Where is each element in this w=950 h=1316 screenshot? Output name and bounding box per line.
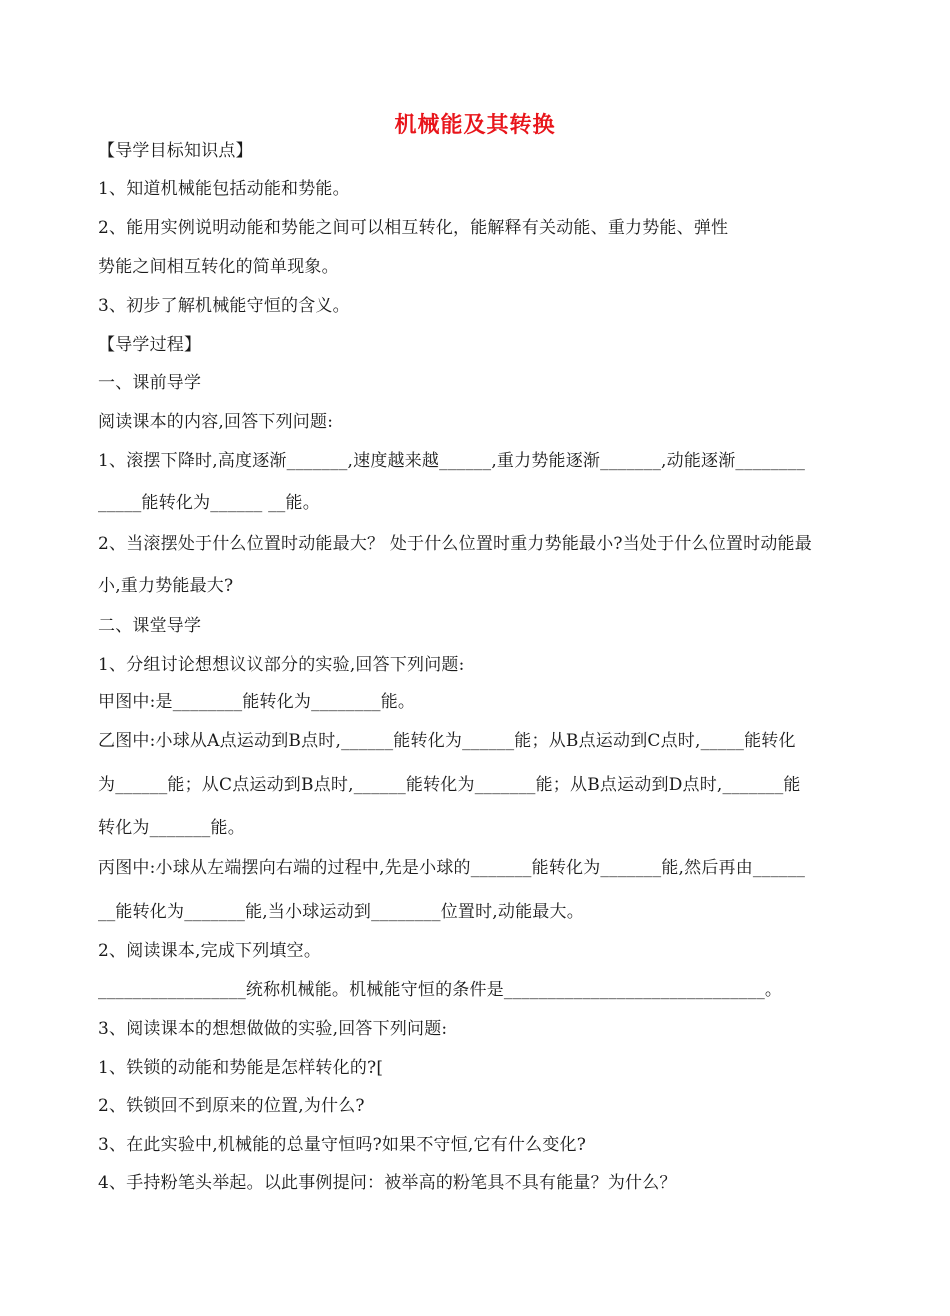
question-2-cont: 小,重力势能最大? [98, 576, 234, 596]
subsection-preclass: 一、课前导学 [98, 373, 202, 393]
fill-in-mechanical-energy: _________________统称机械能。机械能守恒的条件是______________________________。 [98, 980, 783, 1000]
figure-yi-question: 乙图中:小球从A点运动到B点时,______能转化为______能；从B点运动到C点时,_____能转化 [98, 731, 796, 751]
task-3: 3、阅读课本的想想做做的实验,回答下列问题: [98, 1019, 448, 1039]
figure-jia-question: 甲图中:是________能转化为________能。 [98, 692, 416, 712]
objective-2: 2、能用实例说明动能和势能之间可以相互转化，能解释有关动能、重力势能、弹性 [98, 218, 729, 238]
lock-question-1: 1、铁锁的动能和势能是怎样转化的?[ [98, 1058, 384, 1078]
section-heading-objectives: 【导学目标知识点】 [98, 141, 253, 161]
figure-bing-question-cont: __能转化为_______能,当小球运动到________位置时,动能最大。 [98, 902, 584, 922]
question-1-cont: _____能转化为______ __能。 [98, 493, 320, 513]
figure-bing-question: 丙图中:小球从左端摆向右端的过程中,先是小球的_______能转化为_______能,然后再由______ [98, 858, 806, 878]
instruction-read: 阅读课本的内容,回答下列问题: [98, 412, 334, 432]
lock-question-2: 2、铁锁回不到原来的位置,为什么? [98, 1096, 365, 1116]
figure-yi-question-end: 转化为_______能。 [98, 818, 245, 838]
subsection-inclass: 二、课堂导学 [98, 616, 202, 636]
figure-yi-question-cont: 为______能；从C点运动到B点时,______能转化为_______能；从B点运动到D点时,_______能 [98, 775, 801, 795]
objective-3: 3、初步了解机械能守恒的含义。 [98, 296, 350, 316]
task-1: 1、分组讨论想想议议部分的实验,回答下列问题: [98, 655, 465, 675]
lock-question-3: 3、在此实验中,机械能的总量守恒吗?如果不守恒,它有什么变化? [98, 1135, 587, 1155]
objective-1: 1、知道机械能包括动能和势能。 [98, 179, 350, 199]
question-2: 2、当滚摆处于什么位置时动能最大？ 处于什么位置时重力势能最小?当处于什么位置时动能最 [98, 534, 812, 554]
document-title: 机械能及其转换 [394, 113, 556, 138]
question-1: 1、滚摆下降时,高度逐渐_______,速度越来越______,重力势能逐渐_______,动能逐渐________ [98, 451, 806, 471]
chalk-question-4: 4、手持粉笔头举起。以此事例提问：被举高的粉笔具不具有能量？为什么？ [98, 1173, 677, 1193]
task-2: 2、阅读课本,完成下列填空。 [98, 941, 322, 961]
objective-2-cont: 势能之间相互转化的简单现象。 [98, 257, 339, 277]
section-heading-process: 【导学过程】 [98, 335, 202, 355]
